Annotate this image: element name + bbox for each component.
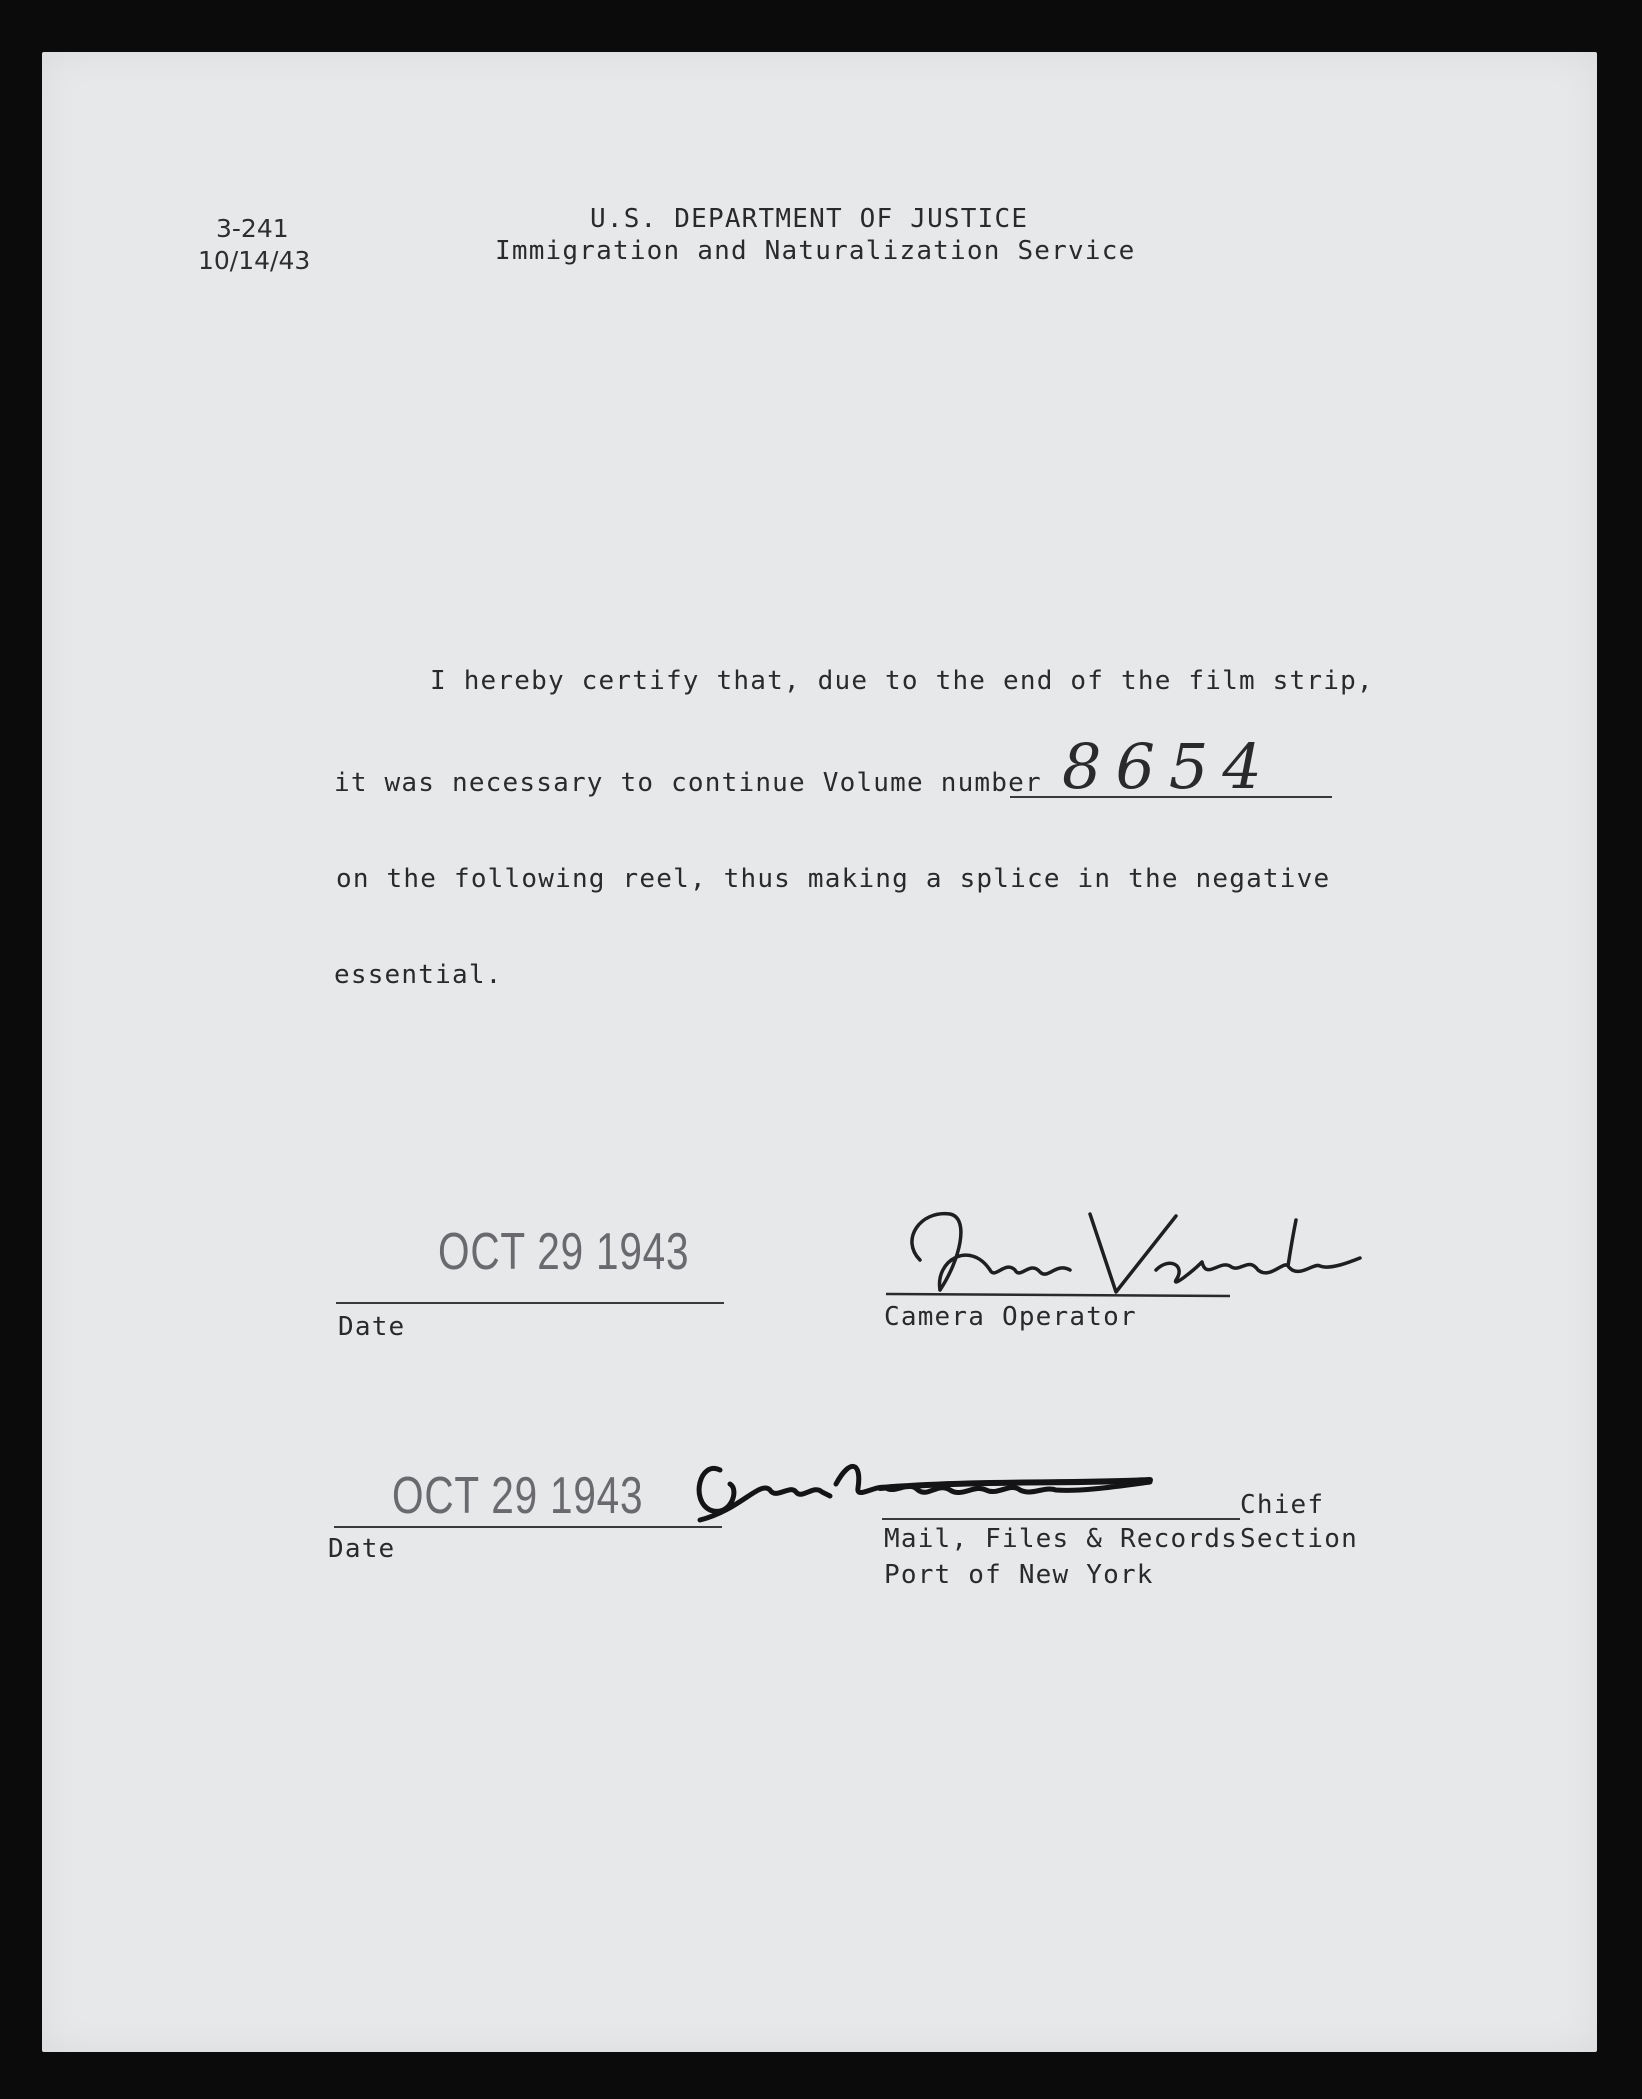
certification-line-4: essential. xyxy=(334,960,503,990)
service-heading: Immigration and Naturalization Service xyxy=(495,236,1136,266)
page-corner xyxy=(1597,52,1642,80)
date-stamp-2: OCT 29 1943 xyxy=(392,1467,644,1525)
date-stamp-1: OCT 29 1943 xyxy=(438,1223,690,1281)
camera-operator-title: Camera Operator xyxy=(884,1302,1137,1332)
document-page xyxy=(42,52,1597,2052)
date-label-1: Date xyxy=(338,1312,406,1342)
form-date: 10/14/43 xyxy=(198,246,311,275)
signature-camera-operator xyxy=(880,1200,1380,1310)
signature-chief xyxy=(680,1440,1240,1530)
certification-line-3: on the following reel, thus making a splice in the negative xyxy=(336,864,1331,894)
date-line-1 xyxy=(336,1302,724,1304)
chief-title: Chief xyxy=(1240,1490,1325,1520)
office-title-line-2: Port of New York xyxy=(884,1560,1154,1590)
date-label-2: Date xyxy=(328,1534,396,1564)
certification-line-1: I hereby certify that, due to the end of the film strip, xyxy=(430,666,1374,696)
chief-signature-line xyxy=(882,1518,1240,1520)
department-heading: U.S. DEPARTMENT OF JUSTICE xyxy=(590,204,1029,234)
office-title-line-1: Mail, Files & Records xyxy=(884,1524,1238,1554)
form-number: 3-241 xyxy=(216,214,289,243)
certification-line-2: it was necessary to continue Volume number xyxy=(334,768,1042,798)
volume-number: 8654 xyxy=(1062,730,1276,803)
date-line-2 xyxy=(334,1526,722,1528)
section-title: Section xyxy=(1240,1524,1358,1554)
